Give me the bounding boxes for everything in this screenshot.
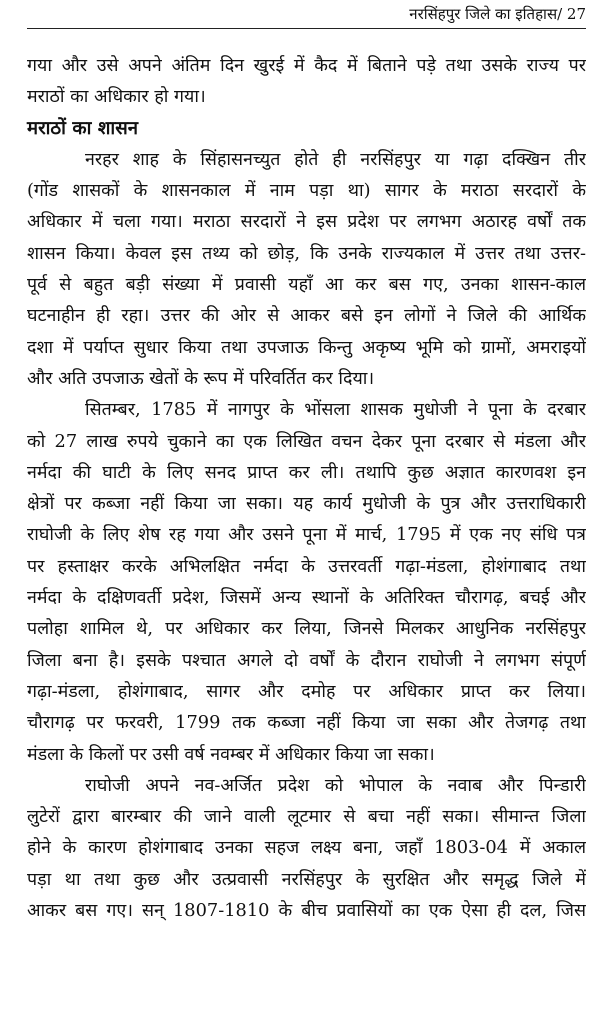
text-line: पूर्व से बहुत बड़ी संख्या में प्रवासी यहाँ आ कर बस गए, उनका शासन-काल (27, 274, 586, 296)
text-line: शासन किया। केवल इस तथ्य को छोड़, कि उनके राज्यकाल में उत्तर तथा उत्तर- (27, 242, 586, 264)
text-line: नर्मदा के दक्षिणवर्ती प्रदेश, जिसमें अन्य स्थानों के अतिरिक्त चौरागढ़, बचई और (27, 587, 586, 609)
header-rule (27, 28, 586, 29)
text-line: नर्मदा की घाटी के लिए सनद प्राप्त कर ली। तथापि कुछ अज्ञात कारणवश इन (27, 461, 586, 483)
text-line: चौरागढ़ पर फरवरी, 1799 तक कब्जा नहीं किया जा सका और तेजगढ़ तथा (27, 712, 586, 734)
paragraph-3 (27, 770, 586, 926)
text-line: घटनाहीन ही रहा। उत्तर की ओर से आकर बसे इन लोगों ने जिले की आर्थिक (27, 305, 586, 327)
text-line: लुटेरों द्वारा बारम्बार की जाने वाली लूटमार से बचा नहीं सका। सीमान्त जिला (27, 806, 586, 828)
paragraph-2 (27, 394, 586, 770)
text-line: अधिकार में चला गया। मराठा सरदारों ने इस प्रदेश पर लगभग अठारह वर्षों तक (27, 211, 586, 233)
text-line: पलोहा शामिल थे, पर अधिकार कर लिया, जिनसे मिलकर आधुनिक नरसिंहपुर (27, 618, 586, 640)
text-line: राघोजी अपने नव-अर्जित प्रदेश को भोपाल के नवाब और पिन्डारी (85, 774, 586, 796)
text-line: सितम्बर, 1785 में नागपुर के भोंसला शासक मुधोजी ने पूना के दरबार (85, 399, 586, 421)
text-line: जिला बना है। इसके पश्चात अगले दो वर्षों के दौरान राघोजी ने लगभग संपूर्ण (27, 649, 586, 671)
text-line: होने के कारण होशंगाबाद उनका सहज लक्ष्य बना, जहाँ 1803-04 में अकाल (27, 837, 586, 859)
text-line: पड़ा था तथा कुछ और उत्प्रवासी नरसिंहपुर के सुरक्षित और समृद्ध जिले में (27, 868, 586, 890)
running-header: नरसिंहपुर जिले का इतिहास/ 27 (409, 5, 586, 23)
text-line: और अति उपजाऊ खेतों के रूप में परिवर्तित कर दिया। (27, 367, 375, 389)
text-line: को 27 लाख रुपये चुकाने का एक लिखित वचन देकर पूना दरबार से मंडला और (27, 430, 586, 452)
section-heading: मराठों का शासन (27, 117, 138, 139)
text-line: पर हस्ताक्षर करके अभिलक्षित नर्मदा के उत्तरवर्ती गढ़ा-मंडला, होशंगाबाद तथा (27, 555, 586, 577)
text-line: गया और उसे अपने अंतिम दिन खुरई में कैद में बिताने पड़े तथा उसके राज्य पर (27, 55, 586, 76)
paragraph-1 (27, 144, 586, 394)
text-line: क्षेत्रों पर कब्जा नहीं किया जा सका। यह कार्य मुधोजी के पुत्र और उत्तराधिकारी (27, 493, 586, 515)
text-line: आकर बस गए। सन् 1807-1810 के बीच प्रवासियों का एक ऐसा ही दल, जिस (27, 900, 586, 922)
text-line: गढ़ा-मंडला, होशंगाबाद, सागर और दमोह पर अधिकार प्राप्त कर लिया। (27, 680, 586, 702)
text-line: मराठों का अधिकार हो गया। (27, 86, 206, 108)
text-line: मंडला के किलों पर उसी वर्ष नवम्बर में अधिकार किया जा सका। (27, 743, 435, 765)
text-line: दशा में पर्याप्त सुधार किया तथा उपजाऊ किन्तु अकृष्य भूमि को ग्रामों, अमराइयों (27, 336, 586, 358)
text-line: नरहर शाह के सिंहासनच्युत होते ही नरसिंहपुर या गढ़ा दक्खिन तीर (85, 148, 586, 170)
text-line: (गोंड शासकों के शासनकाल में नाम पड़ा था) सागर के मराठा सरदारों के (27, 180, 586, 202)
text-line: राघोजी के लिए शेष रह गया और उसने पूना में मार्च, 1795 में एक नए संधि पत्र (27, 524, 586, 546)
page-body (27, 50, 586, 926)
